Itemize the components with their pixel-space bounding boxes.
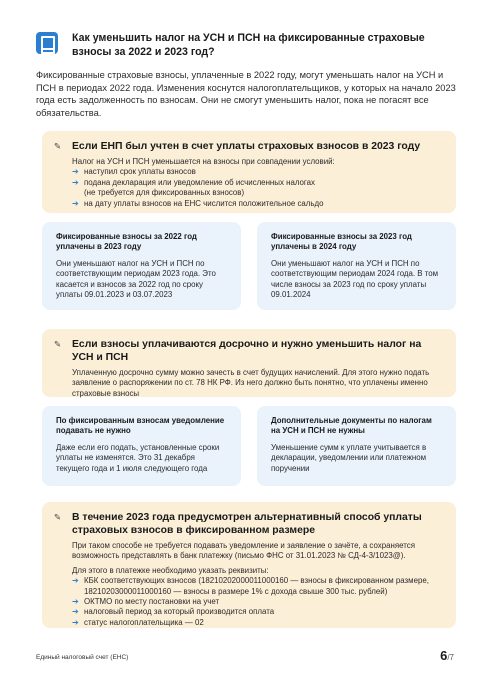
section-1-card-right <box>257 222 456 310</box>
list-item: ➔ налоговый период за который производится оплата <box>72 607 275 617</box>
arrow-icon: ➔ <box>72 597 79 607</box>
arrow-icon: ➔ <box>72 576 79 586</box>
card-body: Они уменьшают налог на УСН и ПСН по соответствующим периодам 2024 года. В том числе взносы за 2023 год по сроку уплаты 09.01.2024 <box>271 258 439 300</box>
card-title: По фиксированным взносам уведомление подавать не нужно <box>56 416 225 436</box>
section-1-bullets <box>72 167 444 209</box>
list-item: ➔ КБК соответствующих взносов (18210202000011000160 — взносы в фиксированном размере, 18210203000011000160 — взносы в размере 1% с дохода свыше 300 тыс. рублей) <box>72 576 429 596</box>
section-2-card-right <box>257 406 456 486</box>
arrow-icon: ➔ <box>72 198 79 208</box>
list-item: ➔ статус налогоплательщика — 02 <box>72 617 204 627</box>
arrow-icon: ➔ <box>72 617 79 627</box>
book-icon <box>36 32 58 54</box>
section-1-lead: Налог на УСН и ПСН уменьшается на взносы при совпадении условий: <box>72 157 335 166</box>
intro-paragraph: Фиксированные страховые взносы, уплаченные в 2022 году, могут уменьшать налог на УСН и ПСН в периодах 2022 года. Изменения коснутся налогоплательщиков, у которых на начало 2023 года есть задолженность по взносам. Они не смогут уменьшить налог, пока не погасят все обязательства. <box>36 70 456 118</box>
section-2-banner <box>42 329 456 397</box>
arrow-icon: ➔ <box>72 167 79 177</box>
card-title: Дополнительные документы по налогам на УСН и ПСН не нужны <box>271 416 432 436</box>
list-item: ➔ подана декларация или уведомление об исчисленных налогах <box>72 177 315 187</box>
card-body: Уменьшение сумм к уплате учитывается в декларации, уведомлении или платежном поручении <box>271 442 427 473</box>
list-item: ➔ наступил срок уплаты взносов <box>72 167 196 177</box>
section-3-heading <box>54 511 444 537</box>
pin-icon: ✎ <box>54 141 62 151</box>
section-2-heading <box>54 338 444 364</box>
card-title: Фиксированные взносы за 2022 год уплачены в 2023 году <box>56 232 197 252</box>
list-item: ➔ на дату уплаты взносов на ЕНС числится положительное сальдо <box>72 198 324 208</box>
section-1-banner <box>42 131 456 213</box>
section-1-card-left <box>42 222 241 310</box>
section-3-body-1: При таком способе не требуется подавать уведомление и заявление о зачёте, а сохраняется возможность представлять в банк платежку (письмо ФНС от 31.01.2023 № СД-4-3/1023@). <box>72 541 415 561</box>
section-3-body-2: Для этого в платежке необходимо указать реквизиты: <box>72 565 269 575</box>
page-number-current: 6 <box>440 648 448 663</box>
section-2-body: Уплаченную досрочно сумму можно зачесть в счет будущих начислений. Для этого нужно подать заявление о распоряжении по ст. 78 НК РФ. Из него должно быть понятно, что уплачены именно страховые взносы <box>72 368 430 398</box>
page-number-total: /7 <box>447 653 454 662</box>
pin-icon: ✎ <box>54 339 62 349</box>
section-1-heading <box>54 140 444 153</box>
section-2-card-left <box>42 406 241 486</box>
page-number <box>440 647 454 665</box>
list-item: ➔ ОКТМО по месту постановки на учет <box>72 597 220 607</box>
section-1-title: Если ЕНП был учтен в счет уплаты страховых взносов в 2023 году <box>72 141 421 152</box>
card-body: Они уменьшают налог на УСН и ПСН по соответствующим периодам 2023 года. Это касается и взносов за 2022 год по сроку уплаты 09.01.2023 и 03.07.2023 <box>56 258 216 300</box>
footer-text: Единый налоговый счет (ЕНС) <box>36 654 129 661</box>
arrow-icon: ➔ <box>72 177 79 187</box>
pin-icon: ✎ <box>54 512 62 522</box>
page-title: Как уменьшить налог на УСН и ПСН на фиксированные страховые взносы за 2022 и 2023 год? <box>72 32 425 58</box>
section-3-banner <box>42 502 456 628</box>
section-3-title: В течение 2023 года предусмотрен альтернативный способ уплаты страховых взносов в фиксированном размере <box>72 512 422 536</box>
section-2-title: Если взносы уплачиваются досрочно и нужно уменьшить налог на УСН и ПСН <box>72 339 422 363</box>
page-header <box>36 32 446 59</box>
arrow-icon: ➔ <box>72 607 79 617</box>
card-title: Фиксированные взносы за 2023 год уплачены в 2024 году <box>271 232 412 252</box>
section-3-bullets <box>72 576 444 628</box>
list-item: (не требуется для фиксированных взносов) <box>84 188 245 198</box>
card-body: Даже если его подать, установленные сроки уплаты не изменятся. Это 31 декабря текущего года и 1 июля следующего года <box>56 442 220 473</box>
